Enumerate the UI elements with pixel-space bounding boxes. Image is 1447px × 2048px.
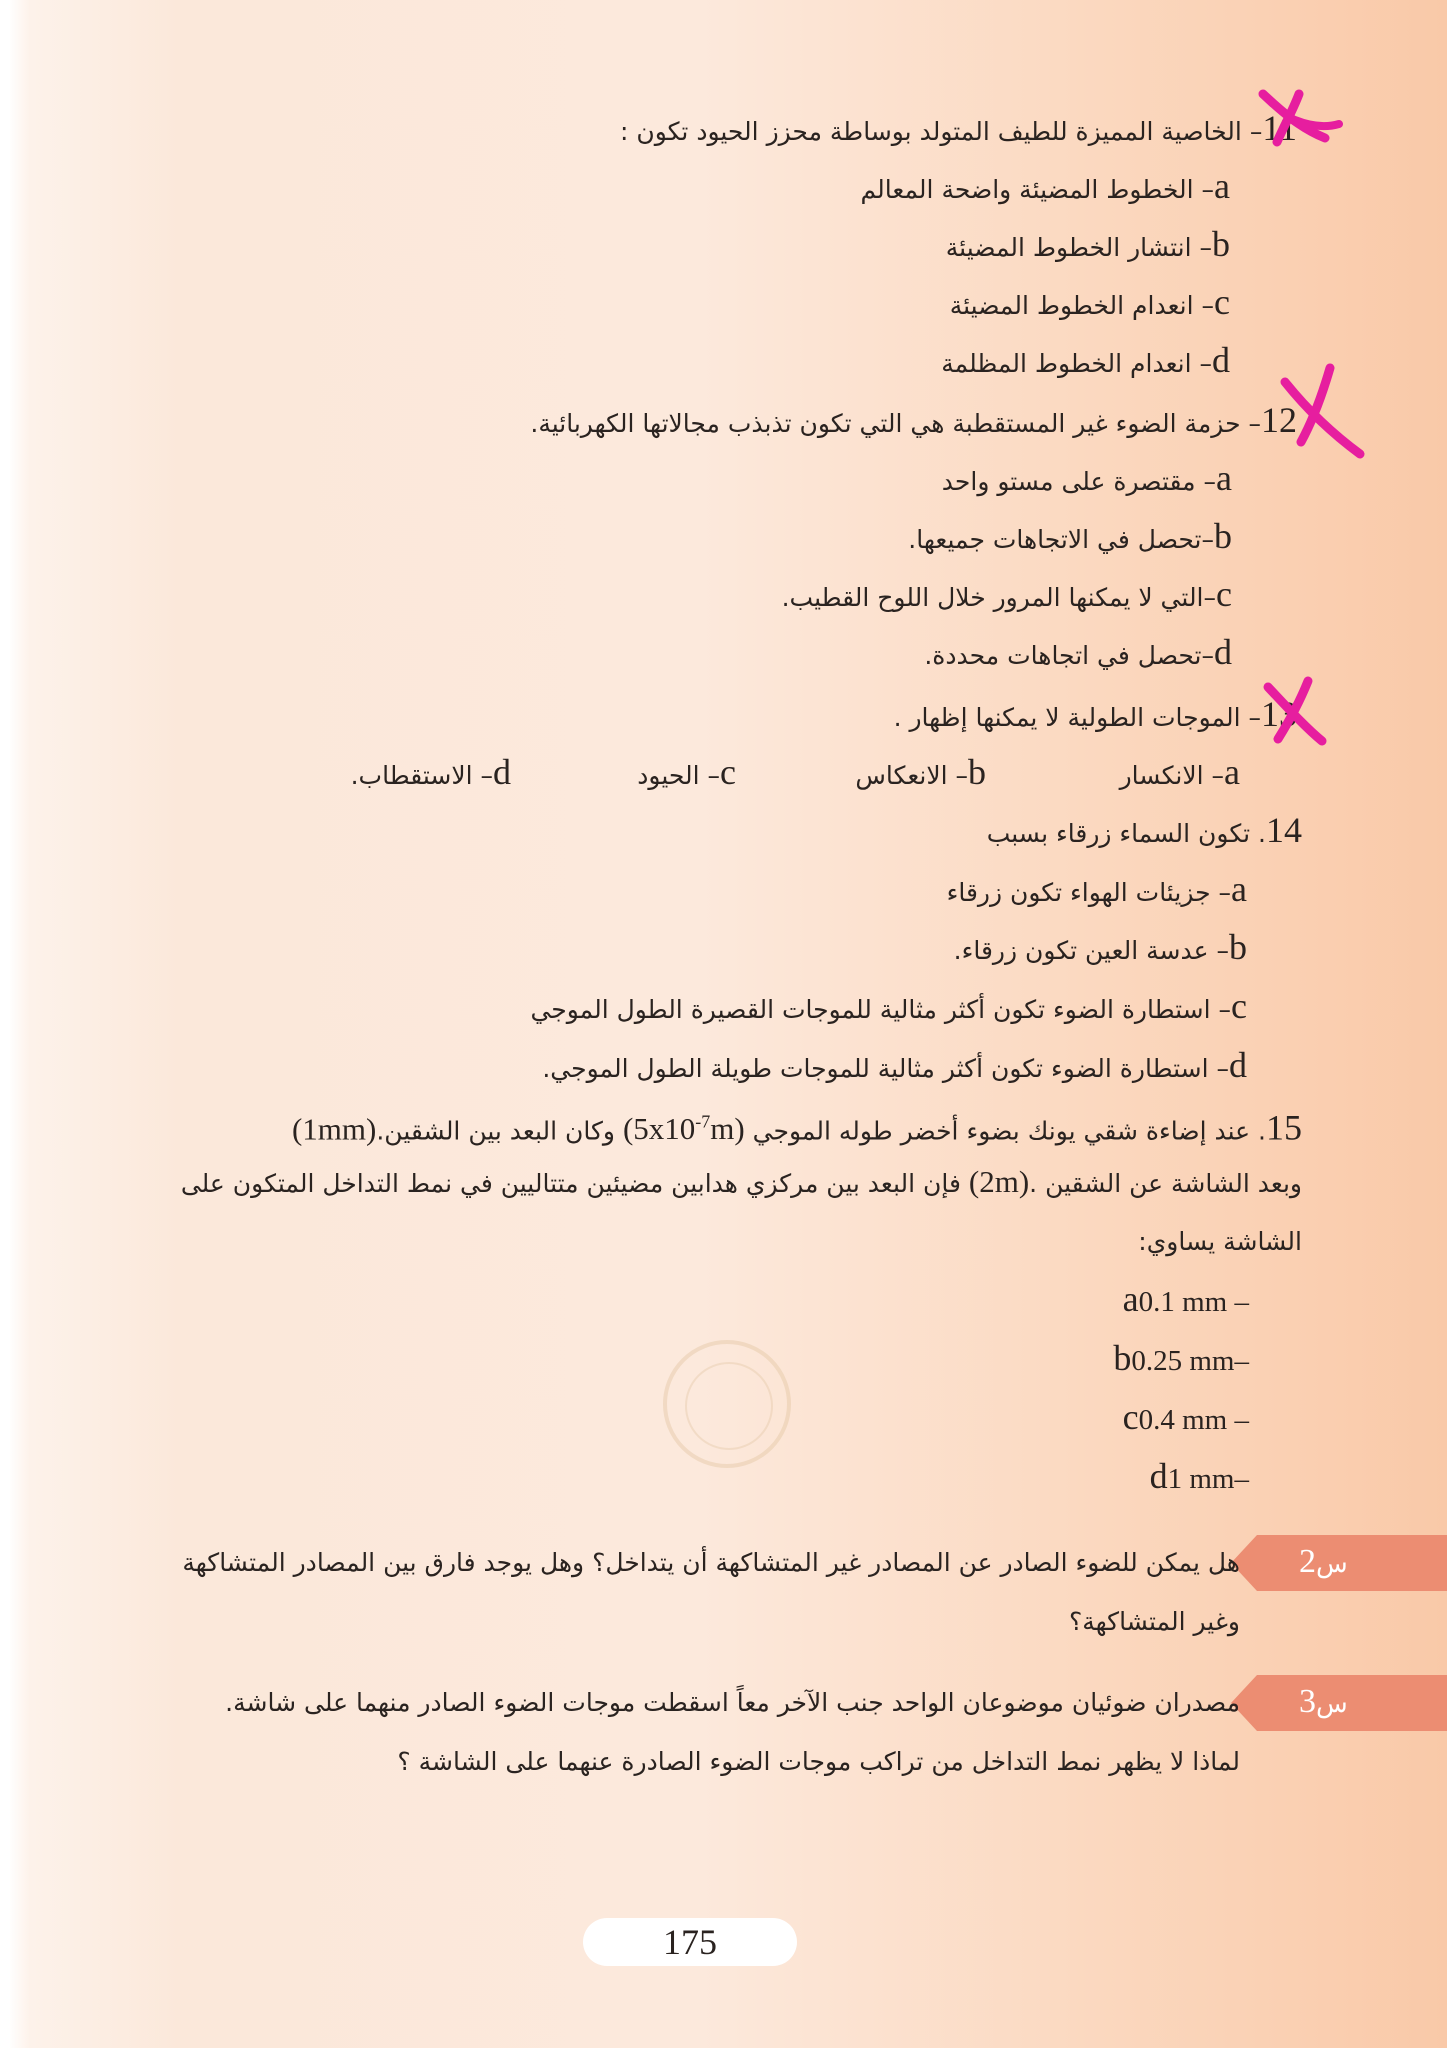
option-text: – استطارة الضوء تكون أكثر مثالية للموجات القصيرة الطول الموجي [530, 995, 1232, 1024]
option-text: 0.25 mm– [1131, 1345, 1249, 1377]
question-13 [894, 694, 1297, 734]
badge-number: 3 [1299, 1683, 1316, 1720]
question-15-line-1 [291, 1102, 1302, 1148]
option-text: – انتشار الخطوط المضيئة [945, 233, 1212, 262]
option-text: – مقتصرة على مستو واحد [941, 467, 1217, 496]
q11-option-b [946, 224, 1230, 264]
question-number: 15 [1266, 1107, 1302, 1148]
question-stem-continued: فإن البعد بين مركزي هدابين مضيئين متتاليين في نمط التداخل المتكون على [180, 1169, 961, 1198]
option-letter: c [1231, 986, 1247, 1026]
cross-mark-icon [1255, 88, 1345, 148]
q13-option-d [351, 752, 511, 792]
s2-question-line-2: وغير المتشاكهة؟ [1068, 1607, 1240, 1636]
question-stem: – الموجات الطولية لا يمكنها إظهار . [893, 703, 1261, 732]
option-text: – الحيود [637, 761, 721, 790]
slit-separation-value: (1mm) [291, 1111, 377, 1147]
s3-question-line-2: لماذا لا يظهر نمط التداخل من تراكب موجات الضوء الصادرة عنهما على الشاشة ؟ [397, 1747, 1240, 1776]
q15-option-b [1113, 1338, 1249, 1378]
cross-mark-icon [1275, 362, 1370, 462]
question-stem-continued: وبعد الشاشة عن الشقين . [1029, 1169, 1302, 1198]
option-letter: b [1214, 516, 1232, 556]
q12-option-b [908, 516, 1232, 556]
option-letter: b [968, 752, 986, 792]
option-letter: c [1122, 1397, 1139, 1437]
q14-option-c [530, 986, 1247, 1026]
section-badge-s2 [1257, 1535, 1447, 1591]
question-number: 11 [1262, 108, 1297, 148]
option-text: 0.4 mm – [1138, 1404, 1249, 1436]
s2-question-line-1: هل يمكن للضوء الصادر عن المصادر غير المتشاكهة أن يتداخل؟ وهل يوجد فارق بين المصادر المتشاكهة [182, 1548, 1240, 1577]
option-letter: d [1229, 1045, 1247, 1085]
question-number: 14 [1266, 810, 1302, 850]
option-letter: a [1214, 166, 1230, 206]
option-letter: a [1231, 869, 1247, 909]
option-text: – الانكسار [1119, 761, 1225, 790]
page-number: 175 [583, 1918, 797, 1966]
option-letter: b [1212, 224, 1230, 264]
page-edge [0, 0, 10, 2048]
option-letter: c [1214, 282, 1230, 322]
option-text: – الخطوط المضيئة واضحة المعالم [860, 175, 1215, 204]
option-letter: c [720, 752, 736, 792]
q15-option-c [1123, 1397, 1249, 1437]
q15-option-a [1123, 1279, 1249, 1319]
option-text: – الاستقطاب. [350, 761, 493, 790]
question-15-line-3 [1138, 1222, 1302, 1262]
option-letter: c [1216, 574, 1232, 614]
option-text: –تحصل في الاتجاهات جميعها. [908, 525, 1214, 554]
option-letter: a [1216, 458, 1232, 498]
s3-question-line-1: مصدران ضوئيان موضوعان الواحد جنب الآخر معاً اسقطت موجات الضوء الصادر منهما على شاشة. [225, 1688, 1240, 1717]
badge-number: 2 [1299, 1543, 1316, 1580]
option-letter: a [1224, 752, 1240, 792]
option-letter: b [1229, 927, 1247, 967]
option-letter: a [1122, 1279, 1139, 1319]
q12-option-d [924, 632, 1232, 672]
option-text: – جزيئات الهواء تكون زرقاء [946, 878, 1232, 907]
q11-option-c [950, 282, 1230, 322]
q12-option-a [942, 458, 1232, 498]
option-letter: d [493, 752, 511, 792]
q13-option-a [1120, 752, 1240, 792]
option-letter: d [1212, 340, 1230, 380]
question-15-line-2 [181, 1162, 1302, 1202]
option-text: –التي لا يمكنها المرور خلال اللوح القطيب. [781, 583, 1217, 612]
q11-option-a [861, 166, 1230, 206]
option-text: 1 mm– [1167, 1463, 1249, 1495]
q14-option-d [542, 1045, 1247, 1085]
question-stem: . تكون السماء زرقاء بسبب [986, 819, 1266, 848]
q14-option-a [947, 869, 1247, 909]
option-letter: d [1149, 1456, 1168, 1496]
question-number: 13 [1261, 694, 1297, 734]
question-stem: . عند إضاءة شقي يونك بضوء أخضر طوله الموجي [752, 1116, 1266, 1146]
badge-label: س [1316, 1689, 1348, 1718]
question-14 [987, 810, 1302, 850]
q14-option-b [954, 927, 1247, 967]
question-stem: – حزمة الضوء غير المستقطبة هي التي تكون تذبذب مجالاتها الكهربائية. [530, 409, 1261, 438]
option-text: – عدسة العين تكون زرقاء. [953, 936, 1229, 965]
question-stem: – الخاصية المميزة للطيف المتولد بوساطة محزز الحيود تكون : [619, 117, 1263, 146]
badge-label: س [1316, 1549, 1348, 1578]
question-number: 12 [1261, 400, 1297, 440]
q13-option-b [855, 752, 986, 792]
option-text: – الانعكاس [855, 761, 968, 790]
section-badge-s3 [1257, 1675, 1447, 1731]
option-text: 0.1 mm – [1138, 1286, 1249, 1318]
option-text: – استطارة الضوء تكون أكثر مثالية للموجات طويلة الطول الموجي. [542, 1054, 1229, 1083]
option-text: – انعدام الخطوط المظلمة [941, 349, 1212, 378]
q12-option-c [782, 574, 1232, 614]
screen-distance-value: (2m) [968, 1164, 1030, 1199]
question-stem-continued: وكان البعد بين الشقين. [376, 1116, 615, 1146]
q11-option-d [941, 340, 1230, 380]
cross-mark-icon [1260, 675, 1330, 747]
q13-option-c [637, 752, 736, 792]
option-text: – انعدام الخطوط المضيئة [949, 291, 1215, 320]
wavelength-value: $(5x10^{-7}m)$ [622, 1111, 745, 1147]
watermark-seal [663, 1340, 791, 1468]
option-text: –تحصل في اتجاهات محددة. [924, 641, 1214, 670]
option-letter: b [1113, 1338, 1132, 1378]
question-stem-continued: الشاشة يساوي: [1138, 1227, 1302, 1256]
question-11 [620, 108, 1297, 148]
question-12 [530, 400, 1297, 440]
option-letter: d [1214, 632, 1232, 672]
q15-option-d [1150, 1456, 1249, 1496]
